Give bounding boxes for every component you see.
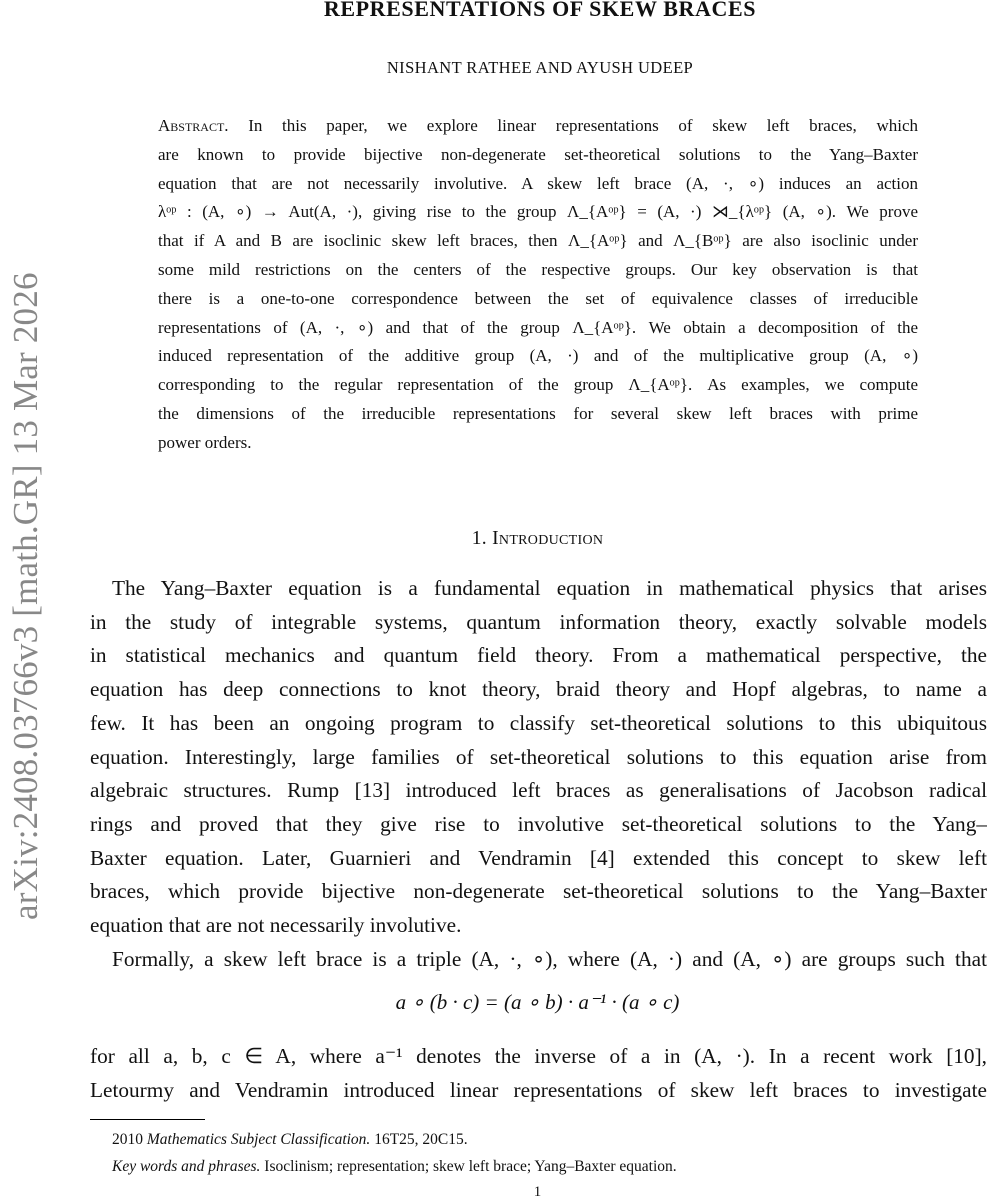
- body-line: The Yang–Baxter equation is a fundamental equation in mathematical physics that arises: [112, 576, 987, 600]
- brace-equation: a ∘ (b · c) = (a ∘ b) · a⁻¹ · (a ∘ c): [395, 990, 680, 1014]
- abstract-label: Abstract.: [158, 116, 229, 135]
- footnote-msc: [112, 1131, 468, 1149]
- body-line: algebraic structures. Rump [13] introduced left braces as generalisations of Jacobson radical: [90, 778, 987, 803]
- abstract-line: that if A and B are isoclinic skew left braces, then Λ_{Aᵒᵖ} and Λ_{Bᵒᵖ} are also isoclinic under: [158, 231, 918, 251]
- abstract-line: some mild restrictions on the centers of the respective groups. Our key observation is that: [158, 259, 918, 279]
- body-line: braces, which provide bijective non-degenerate set-theoretical solutions to the Yang–Baxter: [90, 879, 987, 904]
- abstract-line: λᵒᵖ : (A, ∘) → Aut(A, ·), giving rise to the group Λ_{Aᵒᵖ} = (A, ·) ⋊_{λᵒᵖ} (A, ∘). We prove: [158, 202, 918, 222]
- section-heading: [0, 528, 987, 550]
- abstract-line: corresponding to the regular representation of the group Λ_{Aᵒᵖ}. As examples, we compute: [158, 375, 918, 395]
- footnote-keywords: [112, 1158, 677, 1176]
- body-line: few. It has been an ongoing program to classify set-theoretical solutions to this ubiquitous: [90, 710, 987, 735]
- body-line: equation has deep connections to knot theory, braid theory and Hopf algebras, to name a: [90, 677, 987, 702]
- body-line: in statistical mechanics and quantum field theory. From a mathematical perspective, the: [90, 643, 987, 668]
- abstract: [158, 112, 918, 458]
- body-line: Formally, a skew left brace is a triple (A, ·, ∘), where (A, ·) and (A, ∘) are groups such that: [112, 946, 987, 971]
- abstract-line: representations of (A, ·, ∘) and that of the group Λ_{Aᵒᵖ}. We obtain a decomposition of the: [158, 317, 918, 337]
- body-line: Baxter equation. Later, Guarnieri and Vendramin [4] extended this concept to skew left: [90, 845, 987, 870]
- introduction-body-continued: [90, 1040, 987, 1107]
- keywords-label: Key words and phrases.: [112, 1158, 261, 1175]
- footnote-rule: [90, 1119, 205, 1120]
- abstract-line: there is a one-to-one correspondence between the set of equivalence classes of irreducible: [158, 288, 918, 308]
- abstract-line: induced representation of the additive group (A, ·) and of the multiplicative group (A, ∘): [158, 346, 918, 366]
- page-number: 1: [533, 1184, 542, 1200]
- body-line: equation that are not necessarily involutive.: [90, 913, 462, 938]
- arxiv-identifier: arXiv:2408.03766v3 [math.GR] 13 Mar 2026: [6, 272, 45, 920]
- body-line: for all a, b, c ∈ A, where a⁻¹ denotes the inverse of a in (A, ·). In a recent work [10],: [90, 1044, 987, 1068]
- abstract-line: Abstract. In this paper, we explore linear representations of skew left braces, which: [158, 116, 919, 135]
- msc-codes: 16T25, 20C15.: [374, 1131, 468, 1148]
- section-title: Introduction: [492, 528, 604, 549]
- keywords-text: Isoclinism; representation; skew left brace; Yang–Baxter equation.: [264, 1158, 677, 1175]
- paper-title: REPRESENTATIONS OF SKEW BRACES: [323, 0, 757, 21]
- section-number: 1.: [471, 528, 487, 549]
- abstract-line: are known to provide bijective non-degenerate set-theoretical solutions to the Yang–Baxter: [158, 144, 918, 164]
- body-line: in the study of integrable systems, quantum information theory, exactly solvable models: [90, 609, 987, 634]
- introduction-body: [90, 572, 987, 976]
- abstract-line: equation that are not necessarily involutive. A skew left brace (A, ·, ∘) induces an action: [158, 173, 918, 193]
- msc-label: Mathematics Subject Classification.: [146, 1131, 371, 1148]
- body-line: equation. Interestingly, large families of set-theoretical solutions to this equation arise from: [90, 744, 987, 769]
- body-line: rings and proved that they give rise to involutive set-theoretical solutions to the Yang–: [90, 811, 987, 836]
- body-line: Letourmy and Vendramin introduced linear representations of skew left braces to investigate: [90, 1077, 987, 1102]
- paper-authors: NISHANT RATHEE AND AYUSH UDEEP: [386, 58, 694, 77]
- msc-year: 2010: [112, 1131, 143, 1148]
- abstract-line: power orders.: [158, 432, 252, 452]
- abstract-line: the dimensions of the irreducible representations for several skew left braces with prime: [158, 403, 918, 423]
